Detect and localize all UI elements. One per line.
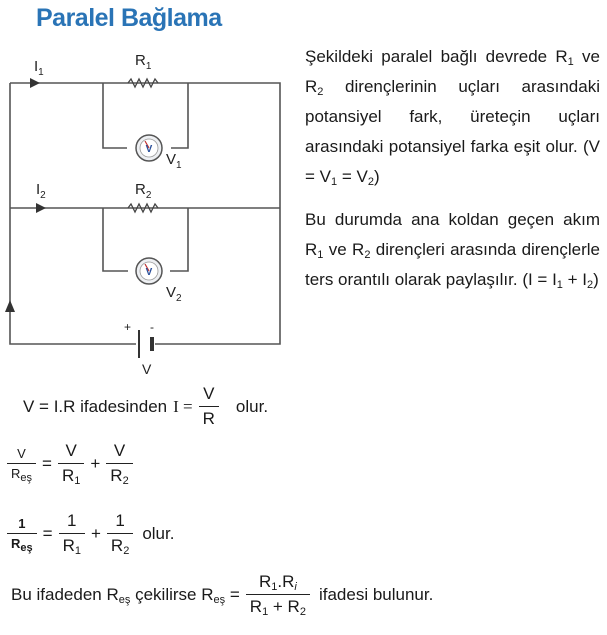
voltmeter-1-icon [136, 135, 162, 161]
arrow-i1-icon [30, 78, 40, 88]
formula-equivalent: Bu ifadeden $R_{eş}$ çekilirse $R_{eş}$ = $\frac{R_1.R_i}{R_1 + R_2}$ ifadesi bulunur. [11, 572, 434, 618]
arrow-up-icon [5, 300, 15, 312]
formula-voltage-sum: $\frac{V}{R_{eş}}$ = $\frac{V}{R_1}$ + $\frac{V}{R_2}$ [4, 441, 136, 486]
formula-ohm: V = I.R ifadesindenI = $\frac{V}{R}$ olur. [23, 384, 269, 428]
label-i1: $I_1$ [34, 58, 44, 78]
label-minus: - [150, 320, 154, 334]
arrow-i2-icon [36, 203, 46, 213]
label-v2: $V_2$ [166, 284, 182, 304]
battery-icon [139, 330, 152, 358]
formula-reciprocal: $\frac{1}{R_{eş}}$ = $\frac{1}{R_1}$ + $\frac{1}{R_2}$ olur. [4, 511, 177, 556]
label-battery: V [142, 361, 152, 377]
voltmeter-1-label: V [145, 144, 153, 155]
label-v1: $V_1$ [166, 151, 182, 171]
wire-outer [10, 83, 280, 344]
voltmeter-2-label: V [145, 267, 153, 278]
circuit-diagram [0, 50, 300, 430]
label-plus: + [124, 320, 132, 334]
page-title: Paralel Bağlama [36, 4, 222, 32]
label-r1: $R_1$ [135, 52, 152, 72]
label-i2: $I_2$ [36, 181, 46, 201]
paragraph-2: Bu durumda ana koldan geçen akım $R_1$ ve $R_2$ dirençleri arasında dirençlerle ters orantılı olarak paylaşılır. $(I = I_1 + I_2)$ [305, 210, 600, 291]
label-r2: $R_2$ [135, 181, 152, 201]
paragraph-1: Şekildeki paralel bağlı devrede $R_1$ ve $R_2$ dirençlerinin uçları arasındaki potansiyel fark, üreteçin uçları arasındaki potansiyel farka eşit olur. $(V = V_1 = V_2)$ [305, 47, 600, 188]
voltmeter-2-icon [136, 258, 162, 284]
